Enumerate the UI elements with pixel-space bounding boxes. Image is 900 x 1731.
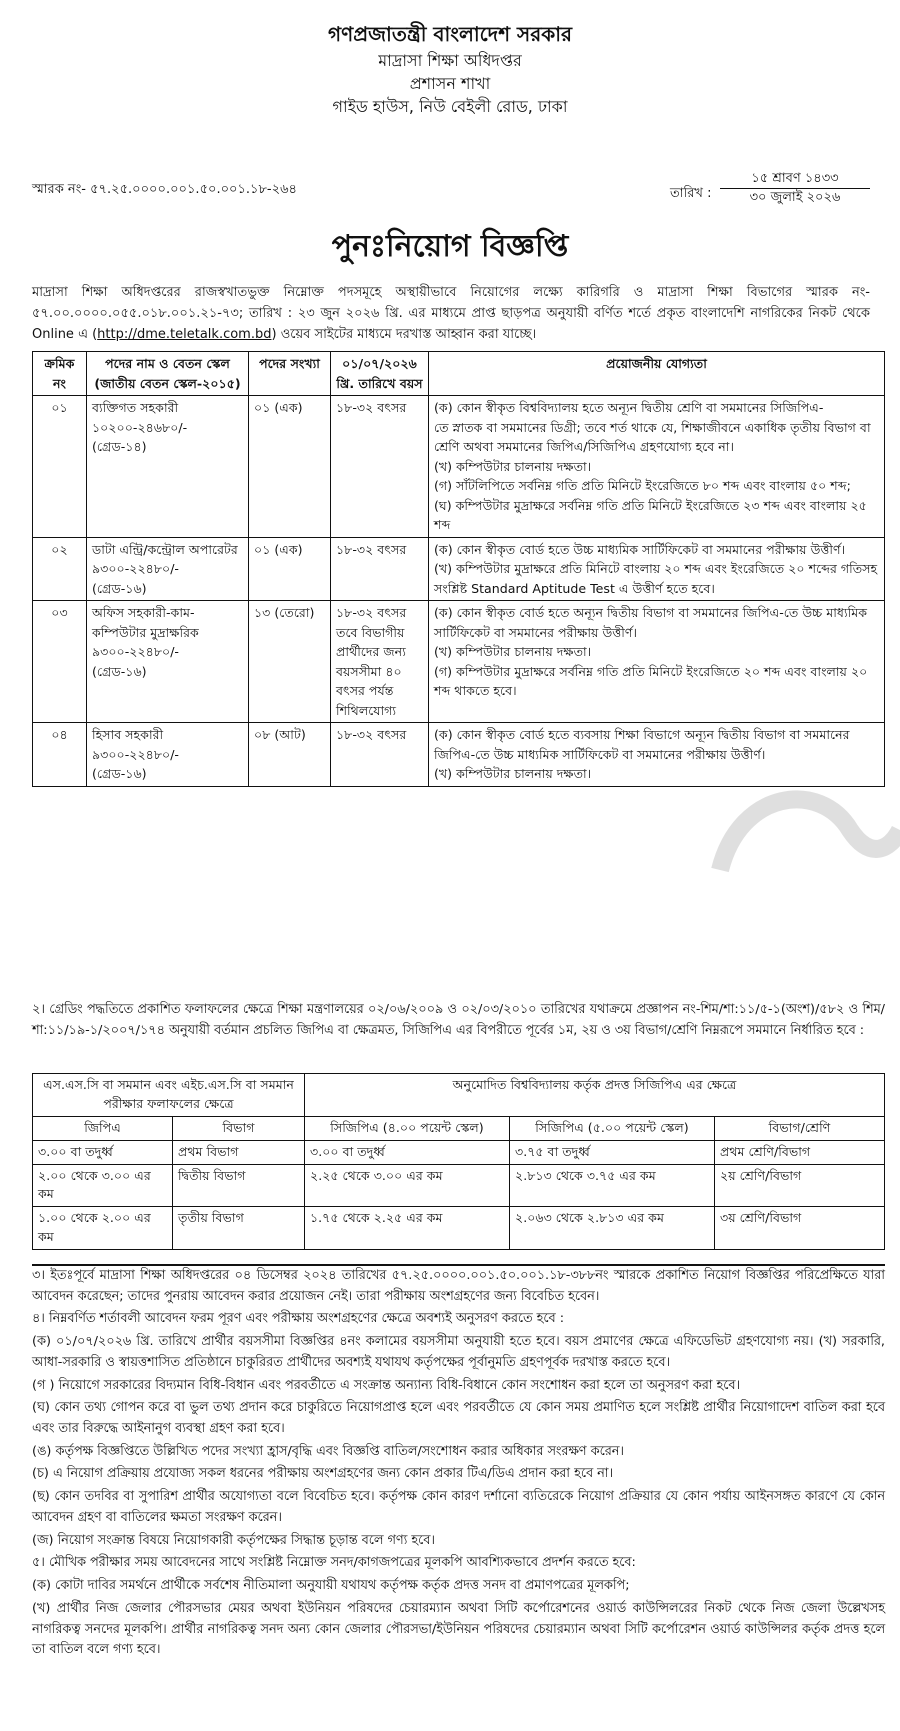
subhead-gpa: জিপিএ: [33, 1116, 173, 1140]
grade-cell: ১.০০ থেকে ২.০০ এর কম: [33, 1207, 173, 1250]
post-name: হিসাব সহকারী: [92, 727, 164, 743]
grade-cell: ৩.০০ বা তদুর্ধ্ব: [33, 1140, 173, 1164]
post-grade: (গ্রেড-১৬): [92, 766, 147, 782]
grade-left-head: এস.এস.সি বা সমমান এবং এইচ.এস.সি বা সমমান পরীক্ষার ফলাফলের ক্ষেত্রে: [33, 1074, 305, 1117]
row-serial: ০৩: [33, 601, 87, 723]
post-scale: ৯৩০০-২২৪৮০/-: [92, 644, 179, 660]
header-serial: ক্রমিক নং: [33, 352, 87, 396]
row-serial: ০৪: [33, 723, 87, 787]
row-post: [87, 723, 249, 787]
condition-item: (ঘ) কোন তথ্য গোপন করে বা ভুল তথ্য প্রদান করে চাকুরিতে নিয়োগপ্রাপ্ত হলে এবং পরবর্তীতে যে কোন সময় প্রমাণিত হলে সংশ্লিষ্ট প্রার্থীর নিয়োগাদেশ বাতিল করা হবে এবং তার বিরুদ্ধে আইনানুগ ব্যবস্থা গ্রহণ করা হবে।: [32, 1400, 885, 1437]
row-count: ০১ (এক): [249, 396, 331, 538]
row-count: ০১ (এক): [249, 537, 331, 601]
row-serial: ০১: [33, 396, 87, 538]
grade-cell: ২.০৬৩ থেকে ২.৮১৩ এর কম: [510, 1207, 715, 1250]
letterhead: [0, 20, 900, 119]
post-scale: ৯৩০০-২২৪৮০/-: [92, 561, 179, 577]
table-row: [33, 1164, 885, 1207]
post-name: ডাটা এন্ট্রি/কন্ট্রোল অপারেটর: [92, 541, 238, 557]
intro-text-after: ) ওয়েব সাইটের মাধ্যমে দরখাস্ত আহ্বান করা যাচ্ছে।: [271, 327, 537, 343]
intro-paragraph: [32, 282, 870, 345]
section-5-intro: ৫। মৌখিক পরীক্ষার সময় আবেদনের সাথে সংশ্লিষ্ট নিম্নোক্ত সনদ/কাগজপত্রের মূলকপি আবশ্যিকভাবে প্রদর্শন করতে হবে:: [32, 1555, 636, 1571]
grade-cell: ২.২৫ থেকে ৩.০০ এর কম: [305, 1164, 510, 1207]
grade-cell: ৩.৭৫ বা তদুর্ধ্ব: [510, 1140, 715, 1164]
row-count: ১৩ (তেরো): [249, 601, 331, 723]
table-row: [33, 601, 885, 723]
row-qualification: [429, 396, 885, 538]
subhead-division: বিভাগ: [173, 1116, 305, 1140]
qual-item: (ক) কোন স্বীকৃত বোর্ড হতে ব্যবসায় শিক্ষা বিভাগে অন্যূন দ্বিতীয় বিভাগ বা সমমানের জিপিএ-তে উচ্চ মাধ্যমিক সার্টিফিকেট বা সমমানের পরীক্ষায় উত্তীর্ণ।: [434, 727, 850, 762]
row-post: [87, 396, 249, 538]
condition-item: (চ) এ নিয়োগ প্রক্রিয়ায় প্রযোজ্য সকল ধরনের পরীক্ষায় অংশগ্রহণের জন্য কোন প্রকার টিএ/ডিএ প্রদান করা হবে না।: [32, 1466, 614, 1482]
post-name: অফিস সহকারী-কাম-কম্পিউটার মুদ্রাক্ষরিক: [92, 605, 199, 640]
grade-cell: ২য় শ্রেণি/বিভাগ: [715, 1164, 885, 1207]
row-age: ১৮-৩২ বৎসর: [331, 537, 429, 601]
section-4-intro: ৪। নিম্নবর্ণিত শর্তাবলী আবেদন ফরম পূরণ এবং পরীক্ষায় অংশগ্রহণের ক্ষেত্রে অবশ্যই অনুসরণ করতে হবে :: [32, 1311, 565, 1327]
subhead-class: বিভাগ/শ্রেণি: [715, 1116, 885, 1140]
date-label: তারিখ :: [670, 186, 712, 201]
condition-item: (ছ) কোন তদবির বা সুপারিশ প্রার্থীর অযোগ্যতা বলে বিবেচিত হবে। কর্তৃপক্ষ কোন কারণ দর্শানো ব্যতিরেকে নিয়োগ প্রক্রিয়ার যে কোন পর্যায় আইনসঙ্গত কারণে যে কোন আবেদন গ্রহণ বা বাতিলের ক্ষমতা সংরক্ষণ করেন।: [32, 1489, 885, 1525]
post-grade: (গ্রেড-১৬): [92, 580, 147, 596]
date-english: ৩০ জুলাই ২০২৬: [749, 189, 841, 205]
date-bangla: ১৫ শ্রাবণ ১৪৩৩: [720, 170, 870, 189]
row-count: ০৮ (আট): [249, 723, 331, 787]
grade-cell: দ্বিতীয় বিভাগ: [173, 1164, 305, 1207]
government-name: গণপ্রজাতন্ত্রী বাংলাদেশ সরকার: [328, 22, 572, 46]
document-item: (খ) প্রার্থীর নিজ জেলার পৌরসভার মেয়র অথবা ইউনিয়ন পরিষদের চেয়ারম্যান অথবা সিটি কর্পোরেশনের ওয়ার্ড কাউন্সিলরের নিকট থেকে নিজ জেলা উল্লেখসহ নাগরিকত্ব সনদের মূলকপি। প্রার্থীর নাগরিকত্ব সনদ অন্য কোন জেলার পৌরসভা/ইউনিয়ন পরিষদের চেয়ারম্যান অথবা সিটি কর্পোরেশন ওয়ার্ড কাউন্সিলর কর্তৃক প্রদত্ত হলে তা বাতিল বলে গণ্য হবে।: [32, 1600, 885, 1658]
qual-item: তে স্নাতক বা সমমানের ডিগ্রী; তবে শর্ত থাকে যে, শিক্ষাজীবনে একাধিক তৃতীয় বিভাগ বা শ্রেণি অথবা সমমানের জিপিএ/সিজিপিএ গ্রহণযোগ্য হবে না।: [434, 419, 871, 455]
posts-header-row: [33, 352, 885, 396]
notice-title: পুনঃনিয়োগ বিজ্ঞপ্তি: [331, 229, 569, 264]
row-age: ১৮-৩২ বৎসর: [331, 723, 429, 787]
grade-cell: তৃতীয় বিভাগ: [173, 1207, 305, 1250]
date-fraction: [720, 170, 870, 206]
header-age: ০১/০৭/২০২৬ খ্রি. তারিখে বয়স: [331, 352, 429, 396]
qual-item: (খ) কম্পিউটার মুদ্রাক্ষরে প্রতি মিনিটে বাংলায় ২০ শব্দ এবং ইংরেজিতে ২০ শব্দের গতিসহ সংশ্লিষ্ট Standard Aptitude Test এ উত্তীর্ণ হতে হবে।: [434, 561, 878, 596]
memo-row: [32, 170, 870, 220]
qual-item: (ক) কোন স্বীকৃত বোর্ড হতে উচ্চ মাধ্যমিক সার্টিফিকেট বা সমমানের পরীক্ষায় উত্তীর্ণ।: [434, 541, 846, 557]
row-qualification: [429, 601, 885, 723]
document-item: (ক) কোটা দাবির সমর্থনে প্রার্থীকে সর্বশেষ নীতিমালা অনুযায়ী যথাযথ কর্তৃপক্ষ কর্তৃক প্রদত্ত সনদ বা প্রমাণপত্রের মূলকপি;: [32, 1578, 630, 1594]
post-grade: (গ্রেড-১৪): [92, 439, 147, 455]
office-address: গাইড হাউস, নিউ বেইলী রোড, ঢাকা: [332, 97, 568, 117]
grade-cell: ২.০০ থেকে ৩.০০ এর কম: [33, 1164, 173, 1207]
grade-cell: ২.৮১৩ থেকে ৩.৭৫ এর কম: [510, 1164, 715, 1207]
qual-item: (ক) কোন স্বীকৃত বোর্ড হতে অন্যূন দ্বিতীয় বিভাগ বা সমমানের জিপিএ-তে উচ্চ মাধ্যমিক সার্টিফিকেট বা সমমানের পরীক্ষায় উত্তীর্ণ।: [434, 605, 868, 640]
section-3: ৩। ইতঃপূর্বে মাদ্রাসা শিক্ষা অধিদপ্তরের ০৪ ডিসেম্বর ২০২৪ তারিখের ৫৭.২৫.০০০০.০০১.৫০.০০১.১৮-৩৮৮নং স্মারকে প্রকাশিত নিয়োগ বিজ্ঞপ্তির পরিপ্রেক্ষিতে যারা আবেদন করেছেন; তাদের পুনরায় আবেদন করার প্রয়োজন নেই। তারা পরীক্ষায় অংশগ্রহণের জন্য বিবেচিত হবেন।: [32, 1264, 885, 1307]
post-scale: ৯৩০০-২২৪৮০/-: [92, 746, 179, 762]
post-scale: ১০২০০-২৪৬৮০/-: [92, 419, 188, 435]
grade-cell: ১.৭৫ থেকে ২.২৫ এর কম: [305, 1207, 510, 1250]
table-row: [33, 537, 885, 601]
qual-item: (খ) কম্পিউটার চালনায় দক্ষতা।: [434, 644, 592, 660]
posts-table: [32, 351, 885, 787]
post-grade: (গ্রেড-১৬): [92, 663, 147, 679]
intro-text: মাদ্রাসা শিক্ষা অধিদপ্তরের রাজস্বখাতভুক্ত নিম্নোক্ত পদসমূহে অস্থায়ীভাবে নিয়োগের লক্ষ্যে কারিগরি ও মাদ্রাসা শিক্ষা বিভাগের স্মারক নং- ৫৭.০০.০০০০.০৫৫.০১৮.০০১.২১-৭৩; তারিখ : ২৩ জুন ২০২৬ খ্রি. এর মাধ্যমে প্রাপ্ত ছাড়পত্র অনুযায়ী বর্ণিত শর্তে প্রকৃত বাংলাদেশি নাগরিকের নিকট থেকে Online এ (: [32, 285, 870, 343]
grade-head-row: [33, 1074, 885, 1117]
qual-item: (খ) কম্পিউটার চালনায় দক্ষতা।: [434, 766, 592, 782]
section-2: ২। গ্রেডিং পদ্ধতিতে প্রকাশিত ফলাফলের ক্ষেত্রে শিক্ষা মন্ত্রণালয়ের ০২/০৬/২০০৯ ও ০২/০৩/২০১০ তারিখের যথাক্রমে প্রজ্ঞাপন নং-শিম/শা:১১/৫-১(অংশ)/৫৮২ ও শিম/শা:১১/১৯-১/২০০৭/১৭৪ অনুযায়ী বর্তমান প্রচলিত জিপিএ বা ক্ষেত্রমত, সিজিপিএ এর বিপরীতে পূর্বের ১ম, ২য় ও ৩য় বিভাগ/শ্রেণি নিম্নরূপে সমমানে নির্ধারিত হবে :: [32, 1002, 885, 1038]
post-name: ব্যক্তিগত সহকারী: [92, 400, 179, 416]
header-post: পদের নাম ও বেতন স্কেল (জাতীয় বেতন স্কেল-২০১৫): [87, 352, 249, 396]
row-age: ১৮-৩২ বৎসর তবে বিভাগীয় প্রার্থীদের জন্য বয়সসীমা ৪০ বৎসর পর্যন্ত শিথিলযোগ্য: [331, 601, 429, 723]
grade-equivalence-table: [32, 1073, 885, 1250]
row-serial: ০২: [33, 537, 87, 601]
qual-item: (খ) কম্পিউটার চালনায় দক্ষতা।: [434, 458, 592, 474]
qual-item: (ক) কোন স্বীকৃত বিশ্ববিদ্যালয় হতে অন্যূন দ্বিতীয় শ্রেণি বা সমমানের সিজিপিএ-: [434, 400, 824, 416]
grade-cell: প্রথম শ্রেণি/বিভাগ: [715, 1140, 885, 1164]
row-post: [87, 601, 249, 723]
grade-right-head: অনুমোদিত বিশ্ববিদ্যালয় কর্তৃক প্রদত্ত সিজিপিএ এর ক্ষেত্রে: [305, 1074, 885, 1117]
header-qualification: প্রয়োজনীয় যোগ্যতা: [429, 352, 885, 396]
qual-item: (গ) সাঁটলিপিতে সর্বনিম্ন গতি প্রতি মিনিটে ইংরেজিতে ৮০ শব্দ এবং বাংলায় ৫০ শব্দ;: [434, 478, 851, 494]
condition-item: (জ) নিয়োগ সংক্রান্ত বিষয়ে নিয়োগকারী কর্তৃপক্ষের সিদ্ধান্ত চূড়ান্ত বলে গণ্য হবে।: [32, 1532, 435, 1548]
watermark-graphic: [700, 770, 900, 890]
condition-item: (গ ) নিয়োগে সরকারের বিদ্যমান বিধি-বিধান এবং পরবর্তীতে এ সংক্রান্ত অন্যান্য বিধি-বিধানে কোন সংশোধন করা হলে তা অনুসরণ করা হবে।: [32, 1377, 741, 1393]
table-row: [33, 1140, 885, 1164]
table-row: [33, 396, 885, 538]
department-name: মাদ্রাসা শিক্ষা অধিদপ্তর: [378, 51, 522, 70]
row-post: [87, 537, 249, 601]
table-row: [33, 1207, 885, 1250]
grade-subhead-row: [33, 1116, 885, 1140]
header-count: পদের সংখ্যা: [249, 352, 331, 396]
grade-cell: প্রথম বিভাগ: [173, 1140, 305, 1164]
branch-name: প্রশাসন শাখা: [409, 74, 491, 94]
grade-cell: ৩.০০ বা তদুর্ধ্ব: [305, 1140, 510, 1164]
application-link[interactable]: http://dme.teletalk.com.bd: [97, 327, 272, 343]
qual-item: (ঘ) কম্পিউটার মুদ্রাক্ষরে সর্বনিম্ন গতি প্রতি মিনিটে ইংরেজিতে ২৩ শব্দ এবং বাংলায় ২৫ শব্দ: [434, 497, 867, 533]
subhead-cgpa4: সিজিপিএ (৪.০০ পয়েন্ট স্কেল): [305, 1116, 510, 1140]
condition-item: (ঙ) কর্তৃপক্ষ বিজ্ঞপ্তিতে উল্লিখিত পদের সংখ্যা হ্রাস/বৃদ্ধি এবং বিজ্ঞপ্তি বাতিল/সংশোধন করার অধিকার সংরক্ষণ করেন।: [32, 1443, 624, 1459]
conditions-section: [32, 1264, 885, 1663]
subhead-cgpa5: সিজিপিএ (৫.০০ পয়েন্ট স্কেল): [510, 1116, 715, 1140]
row-qualification: [429, 537, 885, 601]
row-age: ১৮-৩২ বৎসর: [331, 396, 429, 538]
qual-item: (গ) কম্পিউটার মুদ্রাক্ষরে সর্বনিম্ন গতি প্রতি মিনিটে ইংরেজিতে ২০ শব্দ এবং বাংলায় ২০ শব্দ থাকতে হবে।: [434, 663, 868, 699]
condition-item: (ক) ০১/০৭/২০২৬ খ্রি. তারিখে প্রার্থীর বয়সসীমা বিজ্ঞপ্তির ৪নং কলামের বয়সসীমা অনুযায়ী হতে হবে। বয়স প্রমাণের ক্ষেত্রে এফিডেভিট গ্রহণযোগ্য নয়। (খ) সরকারি, আধা-সরকারি ও স্বায়ত্তশাসিত প্রতিষ্ঠানে চাকুরিরত প্রার্থীদের অবশ্যই যথাযথ কর্তৃপক্ষের পূর্বানুমতি গ্রহণপূর্বক দরখাস্ত করতে হবে।: [32, 1334, 885, 1370]
memo-reference: স্মারক নং- ৫৭.২৫.০০০০.০০১.৫০.০০১.১৮-২৬৪: [32, 182, 297, 197]
grade-cell: ৩য় শ্রেণি/বিভাগ: [715, 1207, 885, 1250]
